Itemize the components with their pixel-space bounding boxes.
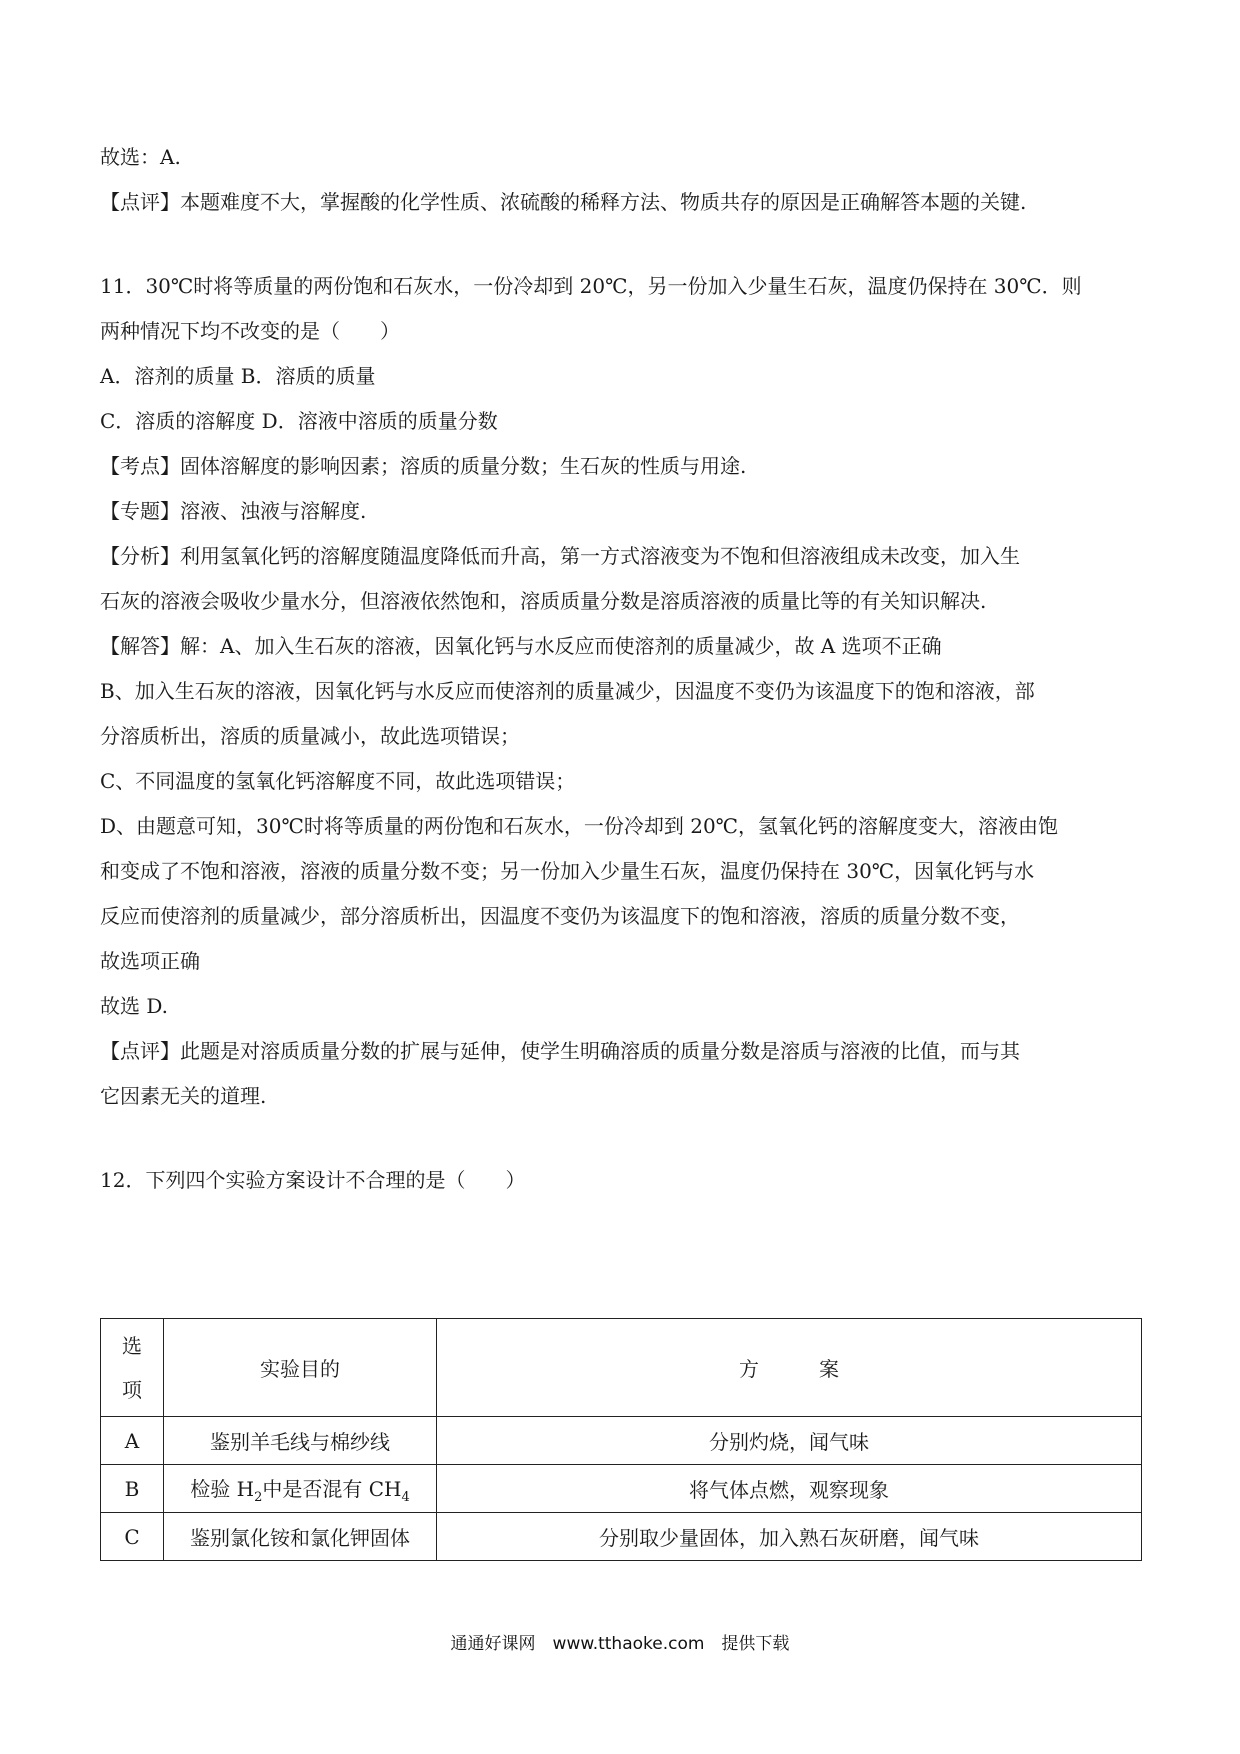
q11-b-line-2: 分溶质析出，溶质的质量减小，故此选项错误；: [100, 724, 520, 748]
q11-d-line-3: 反应而使溶剂的质量减少，部分溶质析出，因温度不变仍为该温度下的饱和溶液，溶质的质量分数不变，: [100, 904, 1020, 928]
row-option: C: [101, 1513, 164, 1561]
row-purpose: [164, 1465, 437, 1513]
subscript-4: 4: [401, 1489, 410, 1505]
q11-fenxi-line-1: 【分析】利用氢氧化钙的溶解度随温度降低而升高，第一方式溶液变为不饱和但溶液组成未改变，加入生: [100, 544, 1020, 568]
q12-stem: 12．下列四个实验方案设计不合理的是（ ）: [100, 1168, 526, 1192]
q11-d-line-4: 故选项正确: [100, 949, 200, 973]
q11-options-line-1: A．溶剂的质量 B．溶质的质量: [100, 364, 376, 388]
row-option: B: [101, 1465, 164, 1513]
row-plan: 分别取少量固体，加入熟石灰研磨，闻气味: [437, 1513, 1142, 1561]
q11-d-line-2: 和变成了不饱和溶液，溶液的质量分数不变；另一份加入少量生石灰，温度仍保持在 30℃，因氧化钙与水: [100, 859, 1035, 883]
header-option: [101, 1319, 164, 1417]
row-purpose-part-1: 检验 H: [190, 1476, 255, 1501]
q11-options-line-2: C．溶质的溶解度 D．溶液中溶质的质量分数: [100, 409, 498, 433]
q11-zhuanti: 【专题】溶液、浊液与溶解度.: [100, 499, 367, 523]
prev-comment: 【点评】本题难度不大，掌握酸的化学性质、浓硫酸的稀释方法、物质共存的原因是正确解答本题的关键.: [100, 190, 1027, 214]
row-plan: 将气体点燃，观察现象: [437, 1465, 1142, 1513]
q11-stem-line-1: 11．30℃时将等质量的两份饱和石灰水，一份冷却到 20℃，另一份加入少量生石灰，温度仍保持在 30℃．则: [100, 274, 1082, 298]
table-row: [101, 1465, 1142, 1513]
row-purpose-part-2: 中是否混有 CH: [262, 1476, 402, 1501]
q11-comment-line-2: 它因素无关的道理.: [100, 1084, 267, 1108]
table-header-row: [101, 1319, 1142, 1417]
q11-b-line-1: B、加入生石灰的溶液，因氧化钙与水反应而使溶剂的质量减少，因温度不变仍为该温度下的饱和溶液，部: [100, 679, 1035, 703]
prev-answer: 故选：A.: [100, 145, 181, 169]
q11-c-line-1: C、不同温度的氢氧化钙溶解度不同，故此选项错误；: [100, 769, 576, 793]
q11-stem-line-2: 两种情况下均不改变的是（ ）: [100, 319, 400, 343]
q11-jieda-line-1: 【解答】解：A、加入生石灰的溶液，因氧化钙与水反应而使溶剂的质量减少，故 A 选项不正确: [100, 634, 942, 658]
q11-comment-line-1: 【点评】此题是对溶质质量分数的扩展与延伸，使学生明确溶质的质量分数是溶质与溶液的比值，而与其: [100, 1039, 1020, 1063]
row-purpose: 鉴别羊毛线与棉纱线: [164, 1417, 437, 1465]
header-option-char-2: 项: [122, 1377, 142, 1402]
page-footer: 通通好课网 www.tthaoke.com 提供下载: [450, 1634, 790, 1654]
row-purpose: 鉴别氯化铵和氯化钾固体: [164, 1513, 437, 1561]
row-option: A: [101, 1417, 164, 1465]
q11-fenxi-line-2: 石灰的溶液会吸收少量水分，但溶液依然饱和，溶质质量分数是溶质溶液的质量比等的有关知识解决.: [100, 589, 987, 613]
header-option-char-1: 选: [122, 1333, 142, 1358]
row-plan: 分别灼烧，闻气味: [437, 1417, 1142, 1465]
header-plan: 方 案: [437, 1319, 1142, 1417]
q12-options-table: [100, 1318, 1142, 1561]
header-purpose: 实验目的: [164, 1319, 437, 1417]
subscript-2: 2: [254, 1489, 263, 1505]
table-row: [101, 1513, 1142, 1561]
table-row: [101, 1417, 1142, 1465]
q11-answer: 故选 D.: [100, 994, 169, 1018]
q11-d-line-1: D、由题意可知，30℃时将等质量的两份饱和石灰水，一份冷却到 20℃，氢氧化钙的溶解度变大，溶液由饱: [100, 814, 1059, 838]
q11-kaodian: 【考点】固体溶解度的影响因素；溶质的质量分数；生石灰的性质与用途.: [100, 454, 747, 478]
